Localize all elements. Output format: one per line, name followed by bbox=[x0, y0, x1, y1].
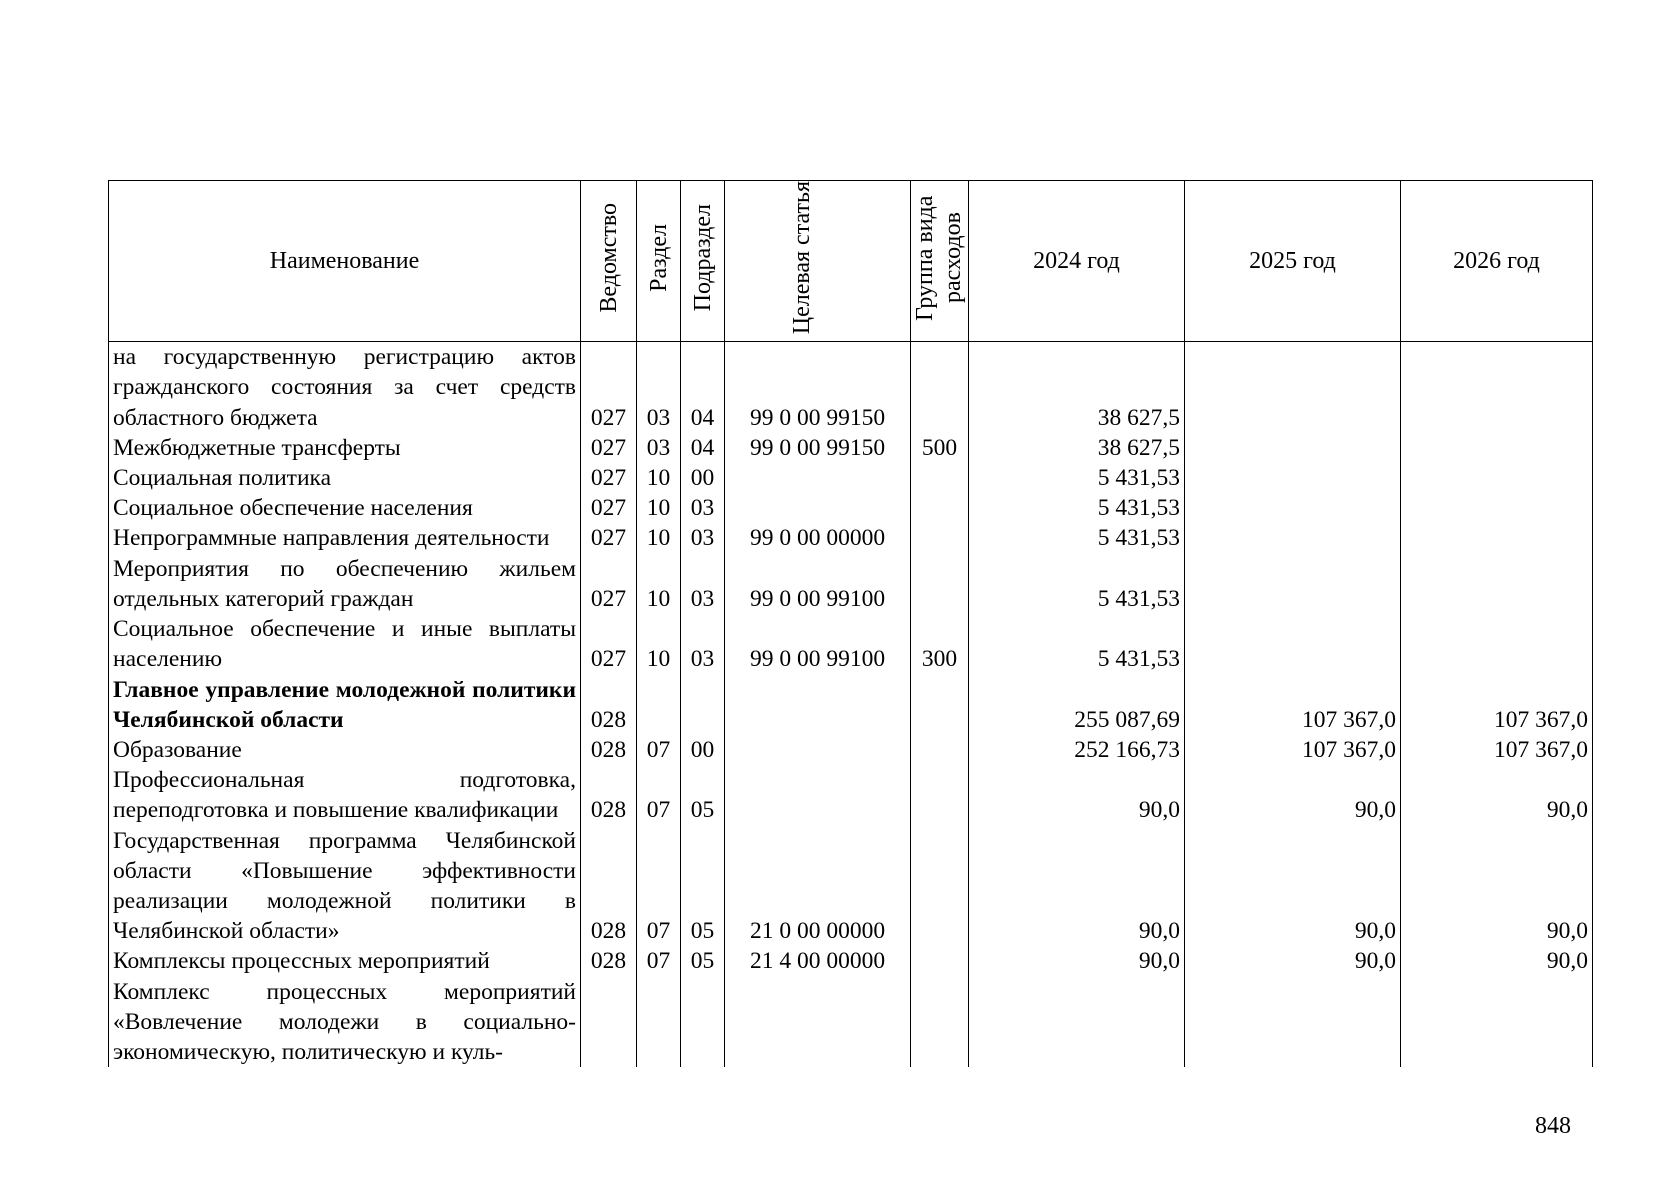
cell-2026 bbox=[1401, 433, 1593, 463]
cell-subsection: 05 bbox=[681, 826, 725, 947]
cell-expense-group bbox=[911, 493, 969, 523]
cell-department: 028 bbox=[581, 675, 637, 735]
cell-2026 bbox=[1401, 523, 1593, 553]
cell-department: 027 bbox=[581, 554, 637, 614]
cell-expense-group: 300 bbox=[911, 614, 969, 674]
table-row bbox=[109, 463, 1593, 493]
table-row bbox=[109, 946, 1593, 976]
cell-target-article: 99 0 00 00000 bbox=[725, 523, 911, 553]
cell-2025 bbox=[1185, 463, 1401, 493]
cell-subsection: 03 bbox=[681, 554, 725, 614]
cell-2026 bbox=[1401, 493, 1593, 523]
cell-department: 028 bbox=[581, 735, 637, 765]
table-row bbox=[109, 523, 1593, 553]
cell-2026 bbox=[1401, 342, 1593, 433]
cell-expense-group: 500 bbox=[911, 433, 969, 463]
header-2025: 2025 год bbox=[1185, 181, 1401, 342]
table-body bbox=[109, 342, 1593, 1067]
cell-name: Государственная программа Челябинской области «Повышение эффективности реализации молодежной политики в Челябинской области» bbox=[109, 826, 581, 947]
cell-department: 027 bbox=[581, 523, 637, 553]
cell-name: Мероприятия по обеспечению жильем отдельных категорий граждан bbox=[109, 554, 581, 614]
cell-name: Профессиональная подготовка, переподготовка и повышение квалификации bbox=[109, 765, 581, 825]
cell-subsection bbox=[681, 977, 725, 1068]
cell-subsection: 00 bbox=[681, 463, 725, 493]
table-row bbox=[109, 342, 1593, 433]
cell-section bbox=[637, 675, 681, 735]
cell-department: 027 bbox=[581, 342, 637, 433]
cell-name: Социальное обеспечение и иные выплаты населению bbox=[109, 614, 581, 674]
cell-section: 10 bbox=[637, 614, 681, 674]
cell-section: 07 bbox=[637, 735, 681, 765]
cell-department: 028 bbox=[581, 946, 637, 976]
table-row bbox=[109, 675, 1593, 735]
header-department: Ведомство bbox=[581, 181, 637, 342]
cell-name: Образование bbox=[109, 735, 581, 765]
cell-name: Комплексы процессных мероприятий bbox=[109, 946, 581, 976]
budget-table bbox=[108, 180, 1593, 1067]
cell-name: Комплекс процессных мероприятий «Вовлечение молодежи в социально-экономическую, политическую и куль- bbox=[109, 977, 581, 1068]
cell-2026: 90,0 bbox=[1401, 765, 1593, 825]
cell-name: Социальное обеспечение населения bbox=[109, 493, 581, 523]
cell-2025 bbox=[1185, 614, 1401, 674]
cell-section: 10 bbox=[637, 463, 681, 493]
cell-2024: 90,0 bbox=[969, 946, 1185, 976]
table-row bbox=[109, 765, 1593, 825]
cell-2024: 38 627,5 bbox=[969, 342, 1185, 433]
cell-section: 03 bbox=[637, 342, 681, 433]
cell-name: Межбюджетные трансферты bbox=[109, 433, 581, 463]
cell-2024: 38 627,5 bbox=[969, 433, 1185, 463]
cell-target-article: 21 0 00 00000 bbox=[725, 826, 911, 947]
cell-2025: 107 367,0 bbox=[1185, 675, 1401, 735]
cell-expense-group bbox=[911, 765, 969, 825]
table-row bbox=[109, 735, 1593, 765]
cell-2025: 90,0 bbox=[1185, 826, 1401, 947]
cell-expense-group bbox=[911, 735, 969, 765]
cell-2024 bbox=[969, 977, 1185, 1068]
table-row bbox=[109, 554, 1593, 614]
cell-2025 bbox=[1185, 342, 1401, 433]
cell-subsection: 04 bbox=[681, 342, 725, 433]
cell-2024: 5 431,53 bbox=[969, 554, 1185, 614]
header-expense-group: Группа вида расходов bbox=[911, 181, 969, 342]
cell-2025 bbox=[1185, 554, 1401, 614]
cell-target-article bbox=[725, 675, 911, 735]
cell-subsection bbox=[681, 675, 725, 735]
cell-subsection: 03 bbox=[681, 614, 725, 674]
cell-subsection: 03 bbox=[681, 493, 725, 523]
cell-target-article bbox=[725, 735, 911, 765]
cell-2025 bbox=[1185, 433, 1401, 463]
cell-2024: 5 431,53 bbox=[969, 463, 1185, 493]
cell-expense-group bbox=[911, 554, 969, 614]
cell-2025: 90,0 bbox=[1185, 765, 1401, 825]
cell-2025 bbox=[1185, 493, 1401, 523]
cell-2026 bbox=[1401, 977, 1593, 1068]
cell-target-article: 99 0 00 99150 bbox=[725, 342, 911, 433]
cell-target-article: 99 0 00 99100 bbox=[725, 554, 911, 614]
cell-subsection: 03 bbox=[681, 523, 725, 553]
cell-expense-group bbox=[911, 826, 969, 947]
cell-2026 bbox=[1401, 463, 1593, 493]
cell-name: на государственную регистрацию актов гражданского состояния за счет средств областного бюджета bbox=[109, 342, 581, 433]
cell-expense-group bbox=[911, 463, 969, 493]
cell-section: 07 bbox=[637, 765, 681, 825]
header-2024: 2024 год bbox=[969, 181, 1185, 342]
cell-2024: 252 166,73 bbox=[969, 735, 1185, 765]
cell-subsection: 05 bbox=[681, 946, 725, 976]
cell-expense-group bbox=[911, 523, 969, 553]
table-row bbox=[109, 433, 1593, 463]
header-2026: 2026 год bbox=[1401, 181, 1593, 342]
cell-section: 10 bbox=[637, 523, 681, 553]
cell-2024: 5 431,53 bbox=[969, 614, 1185, 674]
cell-department: 027 bbox=[581, 433, 637, 463]
cell-subsection: 00 bbox=[681, 735, 725, 765]
cell-2026 bbox=[1401, 554, 1593, 614]
cell-2024: 5 431,53 bbox=[969, 493, 1185, 523]
table-row bbox=[109, 826, 1593, 947]
cell-expense-group bbox=[911, 977, 969, 1068]
cell-section: 03 bbox=[637, 433, 681, 463]
cell-expense-group bbox=[911, 675, 969, 735]
cell-name: Главное управление молодежной политики Челябинской области bbox=[109, 675, 581, 735]
cell-department: 027 bbox=[581, 463, 637, 493]
cell-2026: 90,0 bbox=[1401, 946, 1593, 976]
cell-target-article: 99 0 00 99100 bbox=[725, 614, 911, 674]
cell-expense-group bbox=[911, 342, 969, 433]
cell-2026: 107 367,0 bbox=[1401, 735, 1593, 765]
cell-2026 bbox=[1401, 614, 1593, 674]
table-row bbox=[109, 977, 1593, 1068]
header-name: Наименование bbox=[109, 181, 581, 342]
cell-target-article bbox=[725, 765, 911, 825]
page-number: 848 bbox=[1535, 1113, 1571, 1139]
cell-2025: 107 367,0 bbox=[1185, 735, 1401, 765]
table-row bbox=[109, 614, 1593, 674]
cell-2025 bbox=[1185, 977, 1401, 1068]
cell-department: 028 bbox=[581, 765, 637, 825]
cell-2026: 107 367,0 bbox=[1401, 675, 1593, 735]
header-subsection: Подраздел bbox=[681, 181, 725, 342]
cell-target-article: 21 4 00 00000 bbox=[725, 946, 911, 976]
cell-subsection: 04 bbox=[681, 433, 725, 463]
cell-department bbox=[581, 977, 637, 1068]
cell-target-article bbox=[725, 977, 911, 1068]
cell-section: 07 bbox=[637, 946, 681, 976]
cell-section bbox=[637, 977, 681, 1068]
cell-2026: 90,0 bbox=[1401, 826, 1593, 947]
cell-2024: 255 087,69 bbox=[969, 675, 1185, 735]
cell-name: Непрограммные направления деятельности bbox=[109, 523, 581, 553]
cell-2024: 5 431,53 bbox=[969, 523, 1185, 553]
cell-department: 028 bbox=[581, 826, 637, 947]
cell-name: Социальная политика bbox=[109, 463, 581, 493]
cell-section: 10 bbox=[637, 554, 681, 614]
cell-department: 027 bbox=[581, 614, 637, 674]
cell-section: 07 bbox=[637, 826, 681, 947]
cell-target-article: 99 0 00 99150 bbox=[725, 433, 911, 463]
table-header-row bbox=[109, 181, 1593, 342]
header-section: Раздел bbox=[637, 181, 681, 342]
cell-department: 027 bbox=[581, 493, 637, 523]
header-target-article: Целевая статья bbox=[725, 181, 911, 342]
cell-2024: 90,0 bbox=[969, 765, 1185, 825]
cell-target-article bbox=[725, 463, 911, 493]
cell-2025: 90,0 bbox=[1185, 946, 1401, 976]
cell-section: 10 bbox=[637, 493, 681, 523]
cell-target-article bbox=[725, 493, 911, 523]
cell-2024: 90,0 bbox=[969, 826, 1185, 947]
cell-2025 bbox=[1185, 523, 1401, 553]
cell-expense-group bbox=[911, 946, 969, 976]
table-row bbox=[109, 493, 1593, 523]
cell-subsection: 05 bbox=[681, 765, 725, 825]
